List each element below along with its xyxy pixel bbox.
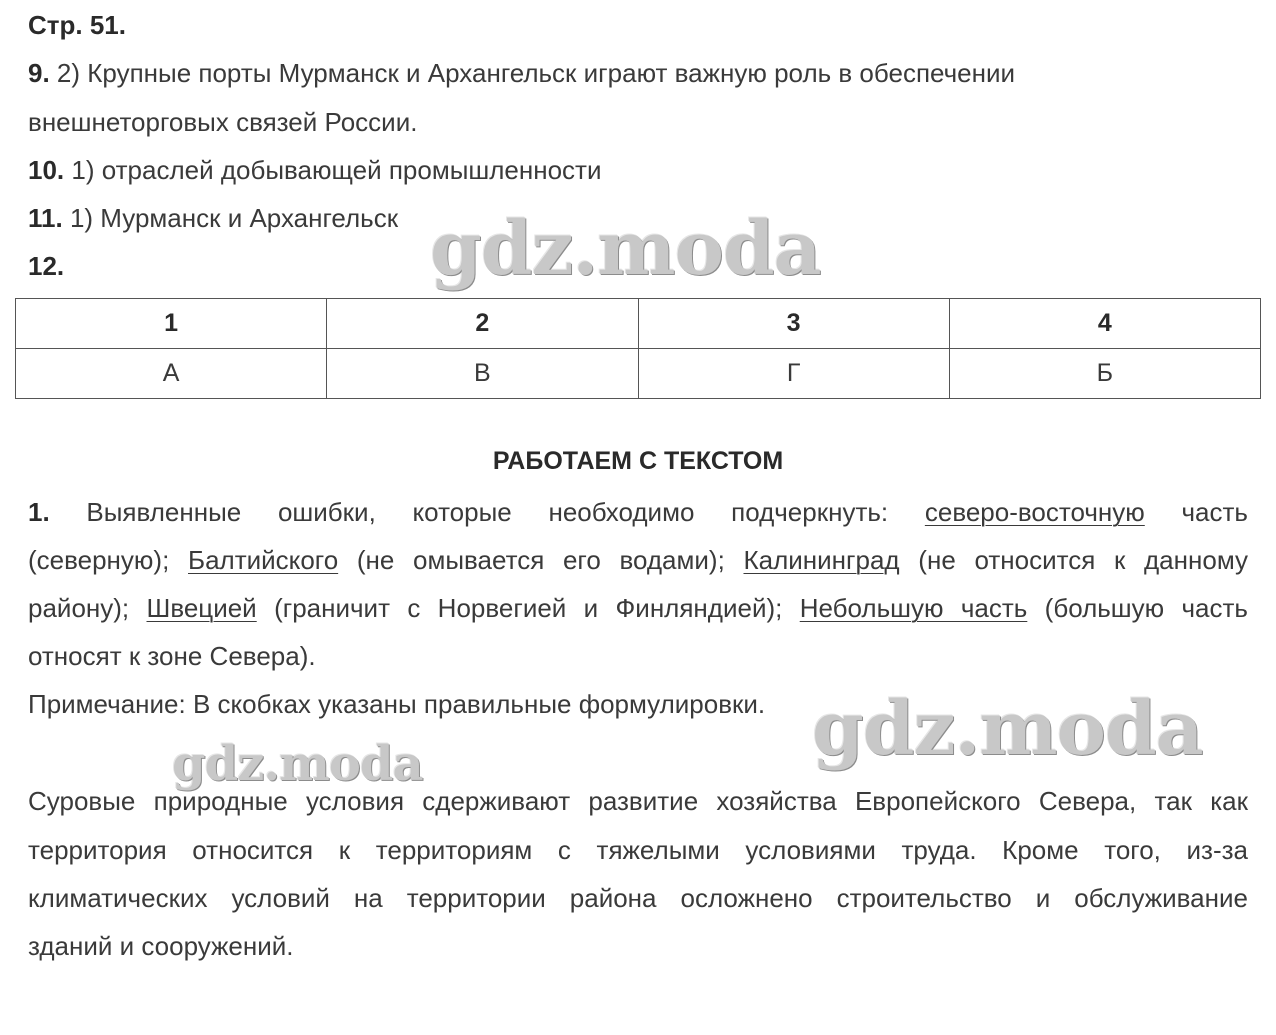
paragraph-line-1: Суровые природные условия сдерживают развитие хозяйства Европейского Севера, так как	[28, 786, 1248, 816]
table-cell: Г	[638, 349, 949, 399]
table-cell: В	[327, 349, 638, 399]
table-cell: А	[16, 349, 327, 399]
question-9-line-2: внешнеторговых связей России.	[28, 107, 418, 137]
table-row	[16, 349, 1261, 399]
task-1-line-4: относят к зоне Севера).	[28, 641, 316, 671]
task-1-line-1: 1. Выявленные ошибки, которые необходимо подчеркнуть: северо-восточную часть	[28, 497, 1248, 527]
answer-table	[15, 298, 1261, 399]
paragraph-line-3: климатических условий на территории района осложнено строительство и обслуживание	[28, 883, 1248, 913]
page-label: Стр. 51.	[28, 10, 126, 40]
table-row	[16, 299, 1261, 349]
table-header-cell: 4	[949, 299, 1260, 349]
watermark: gdz.moda	[812, 686, 1203, 772]
table-cell: Б	[949, 349, 1260, 399]
question-10: 10. 1) отраслей добывающей промышленности	[28, 155, 602, 185]
task-1-line-2: (северную); Балтийского (не омывается его водами); Калининград (не относится к данному	[28, 545, 1248, 575]
table-header-cell: 2	[327, 299, 638, 349]
question-12: 12.	[28, 251, 65, 281]
question-9-line-1: 9. 2) Крупные порты Мурманск и Архангельск играют важную роль в обеспечении	[28, 58, 1016, 88]
section-heading: РАБОТАЕМ С ТЕКСТОМ	[492, 447, 784, 475]
watermark: gdz.moda	[430, 206, 821, 292]
paragraph-line-2: территория относится к территориям с тяжелыми условиями труда. Кроме того, из-за	[28, 835, 1248, 865]
table-header-cell: 1	[16, 299, 327, 349]
task-1-line-3: району); Швецией (граничит с Норвегией и Финляндией); Небольшую часть (большую часть	[28, 593, 1248, 623]
question-9-number: 9.	[28, 58, 50, 88]
watermark: gdz.moda	[172, 736, 423, 792]
question-11: 11. 1) Мурманск и Архангельск	[28, 203, 399, 233]
table-header-cell: 3	[638, 299, 949, 349]
paragraph-line-4: зданий и сооружений.	[28, 931, 294, 961]
note: Примечание: В скобках указаны правильные формулировки.	[28, 689, 766, 719]
